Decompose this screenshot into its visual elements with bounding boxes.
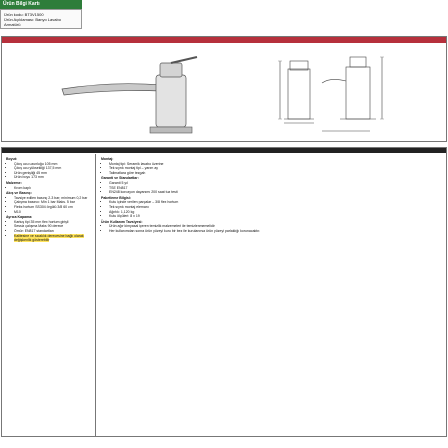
list-item bbox=[14, 234, 91, 243]
list-item: • Çıkış ucu uzunluğu 105 mm bbox=[14, 162, 91, 167]
list-item: • Sessiz çalışma Maks 90 derece bbox=[14, 224, 91, 229]
list-item: • M10 bbox=[14, 210, 91, 215]
right-column bbox=[97, 154, 446, 436]
list-item: • Ömür: EN817 standartları bbox=[14, 229, 91, 234]
section-heading: Akış ve Basınç: bbox=[6, 191, 32, 196]
material-list bbox=[6, 186, 91, 191]
section-heading: Garanti ve Standartlar: bbox=[101, 176, 139, 181]
highlighted-note: Kalitesine ve sıcaklık derecesine bağlı olarak değişkenlik gösterebilir bbox=[14, 233, 84, 243]
list-item: • Tavsiye edilen basınç 2-3 bar; minimum 0,2 bar bbox=[14, 196, 91, 201]
section-heading: Malzeme: bbox=[6, 180, 22, 185]
list-item: • Krom kaplı bbox=[14, 186, 91, 191]
list-item: • Ürün boyu 173 mm bbox=[14, 175, 91, 180]
list-item: • Kutu içinde verilen parçalar – 3/8 flex hortum bbox=[109, 200, 442, 205]
product-side-view bbox=[52, 51, 212, 139]
list-item: • Çalışma basıncı: Min 1 bar Maks. 5 bar bbox=[14, 200, 91, 205]
flow-pressure-list bbox=[6, 196, 91, 214]
list-item: • Kartuş tipi 35 mm flex hortum girişli bbox=[14, 220, 91, 225]
list-item: • EN248 korozyon dayanımı 200 saat tuz testi bbox=[109, 190, 442, 195]
product-technical-drawing bbox=[270, 47, 410, 139]
product-description: Ürün Açıklaması: Banyo Lavabo Armatürü bbox=[4, 17, 61, 27]
section-heading: Ürün Kullanım Tavsiyesi: bbox=[101, 219, 143, 224]
packaging-list bbox=[101, 200, 442, 218]
card-title: Ürün Bilgi Kartı bbox=[0, 0, 82, 9]
product-code: Ürün kodu: BT3V1500 bbox=[4, 12, 44, 17]
list-item: • Ürün ağır kimyasal içeren temizlik malzemeleri ile temizlenmemelidir bbox=[109, 224, 442, 229]
left-column bbox=[2, 154, 96, 436]
product-info-box bbox=[0, 9, 82, 29]
section-heading: Montaj: bbox=[101, 157, 114, 161]
cartridge-list bbox=[6, 220, 91, 243]
section-heading: Paketleme Bilgisi: bbox=[101, 195, 131, 200]
list-item: • Tek sıyrık montaj tipi – yarım ay bbox=[109, 166, 442, 171]
mounting-list bbox=[101, 162, 442, 176]
warranty-list bbox=[101, 181, 442, 195]
details-header-bar bbox=[2, 148, 446, 153]
frame-title-bar bbox=[2, 37, 446, 43]
usage-list bbox=[101, 224, 442, 233]
list-item: • Kutu ölçüleri: 8 x 19 bbox=[109, 214, 442, 219]
dimension-list bbox=[6, 162, 91, 180]
section-heading: Boyut: bbox=[6, 157, 18, 161]
list-item: • Montaj tipi: Seramik lavabo üzerine bbox=[109, 162, 442, 167]
list-item: • Her kullanımdan sonra ürün yüzeyi kuru bir bez ile kurulanırsa ürün yüzeyi parlaklığı korunacaktır. bbox=[109, 229, 442, 234]
list-item: • Ürün genişliği 45 mm bbox=[14, 171, 91, 176]
drawings-frame bbox=[1, 36, 447, 142]
details-frame bbox=[1, 147, 447, 437]
list-item: • Tek sıyrık montaj elemanı bbox=[109, 205, 442, 210]
list-item: • Talimatlara göre tezgah bbox=[109, 171, 442, 176]
list-item: • Fleks hortum SS304 örgülü 3/8 60 cm bbox=[14, 205, 91, 210]
list-item: • Garanti 5 yıl bbox=[109, 181, 442, 186]
list-item: • Ağırlık: 1,120 kg bbox=[109, 210, 442, 215]
list-item: • TSE EN817 bbox=[109, 186, 442, 191]
list-item: • Çıkış ucu yüksekliği 137,5 mm bbox=[14, 166, 91, 171]
section-heading: Ayrıca Kapama: bbox=[6, 215, 33, 220]
